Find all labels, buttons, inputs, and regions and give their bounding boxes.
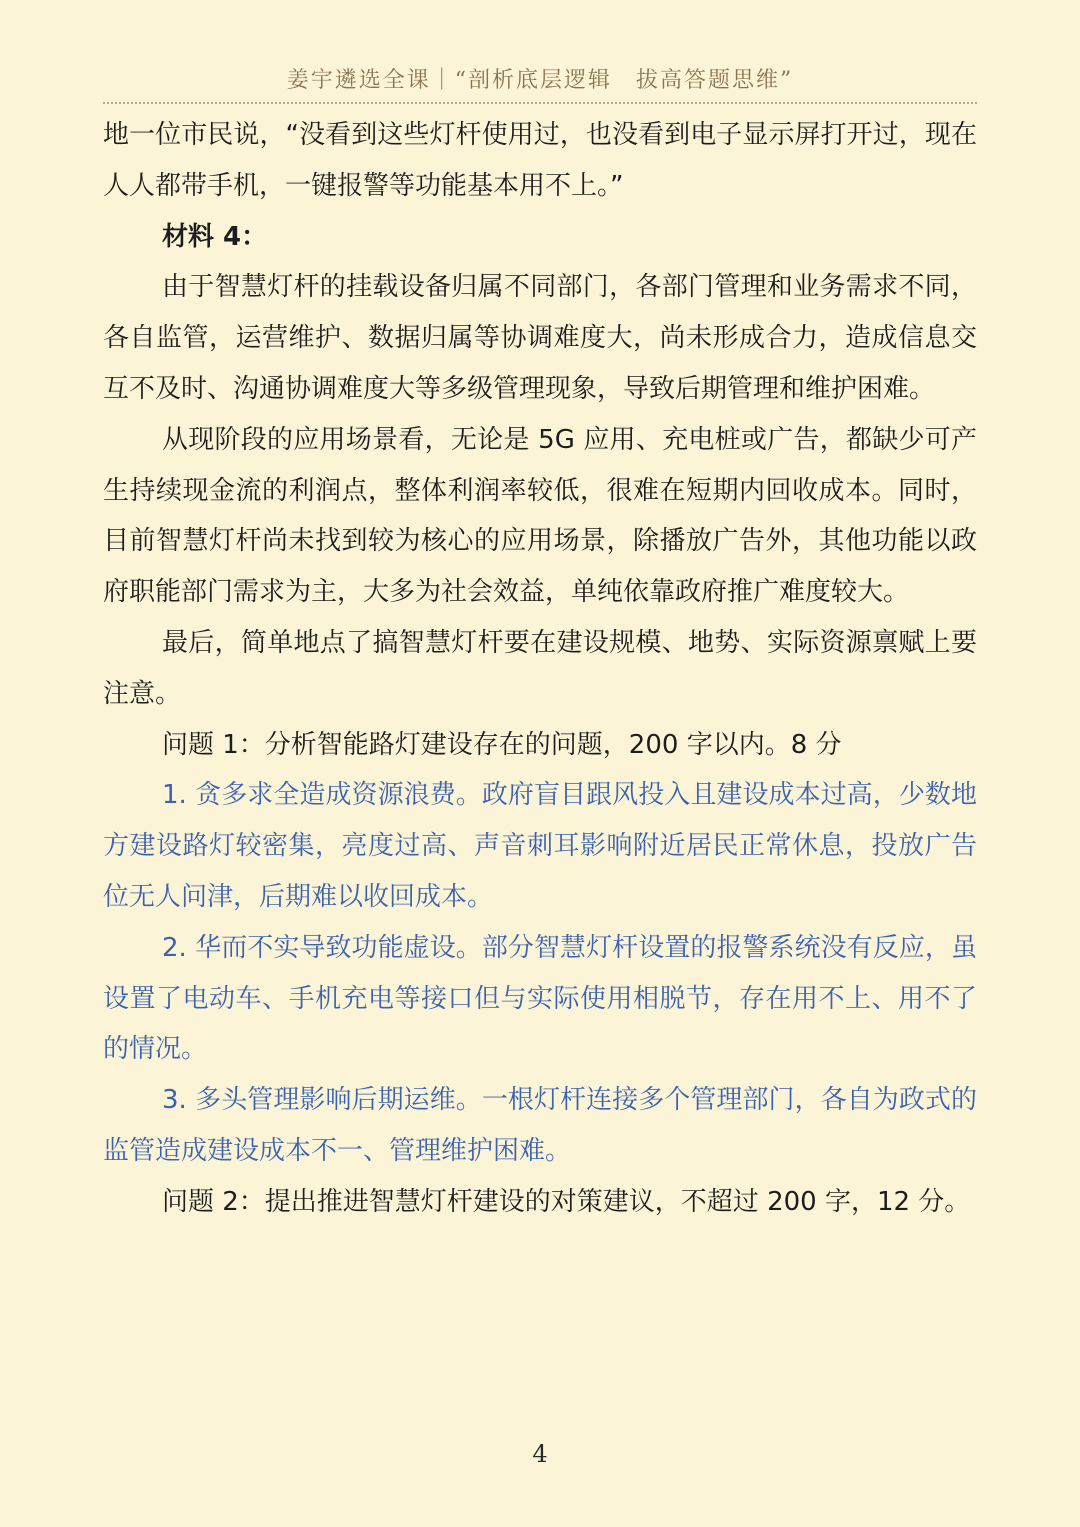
material-paragraph-3: 最后，简单地点了搞智慧灯杆要在建设规模、地势、实际资源禀赋上要注意。: [103, 627, 977, 709]
running-header: 姜宇遴选全课｜“剖析底层逻辑 拔高答题思维”: [286, 68, 794, 93]
answer-point-3: 3. 多头管理影响后期运维。一根灯杆连接多个管理部门，各自为政式的监管造成建设成本不一、管理维护困难。: [103, 1085, 977, 1166]
page-number: 4: [532, 1440, 548, 1468]
continued-paragraph: 地一位市民说，“没看到这些灯杆使用过，也没看到电子显示屏打开过，现在人人都带手机，一键报警等功能基本用不上。”: [103, 120, 977, 201]
answer-point-1: 1. 贪多求全造成资源浪费。政府盲目跟风投入且建设成本过高，少数地方建设路灯较密集，亮度过高、声音刺耳影响附近居民正常休息，投放广告位无人问津，后期难以收回成本。: [103, 780, 977, 912]
header-divider: [103, 102, 977, 104]
material-paragraph-1: 由于智慧灯杆的挂载设备归属不同部门，各部门管理和业务需求不同，各自监管，运营维护、数据归属等协调难度大，尚未形成合力，造成信息交互不及时、沟通协调难度大等多级管理现象，导致后期管理和维护困难。: [103, 272, 977, 404]
answer-point-2: 2. 华而不实导致功能虚设。部分智慧灯杆设置的报警系统没有反应，虽设置了电动车、手机充电等接口但与实际使用相脱节，存在用不上、用不了的情况。: [103, 932, 977, 1065]
question-1: 问题 1：分析智能路灯建设存在的问题，200 字以内。8 分: [162, 729, 842, 760]
material-paragraph-2: 从现阶段的应用场景看，无论是 5G 应用、充电桩或广告，都缺少可产生持续现金流的利润点，整体利润率较低，很难在短期内回收成本。同时，目前智慧灯杆尚未找到较为核心的应用场景，除播放广告外，其他功能以政府职能部门需求为主，大多为社会效益，单纯依靠政府推广难度较大。: [103, 424, 977, 608]
question-2: 问题 2：提出推进智慧灯杆建设的对策建议，不超过 200 字，12 分。: [162, 1186, 971, 1217]
material-heading: 材料 4：: [162, 221, 268, 252]
page-body: [103, 110, 977, 1228]
